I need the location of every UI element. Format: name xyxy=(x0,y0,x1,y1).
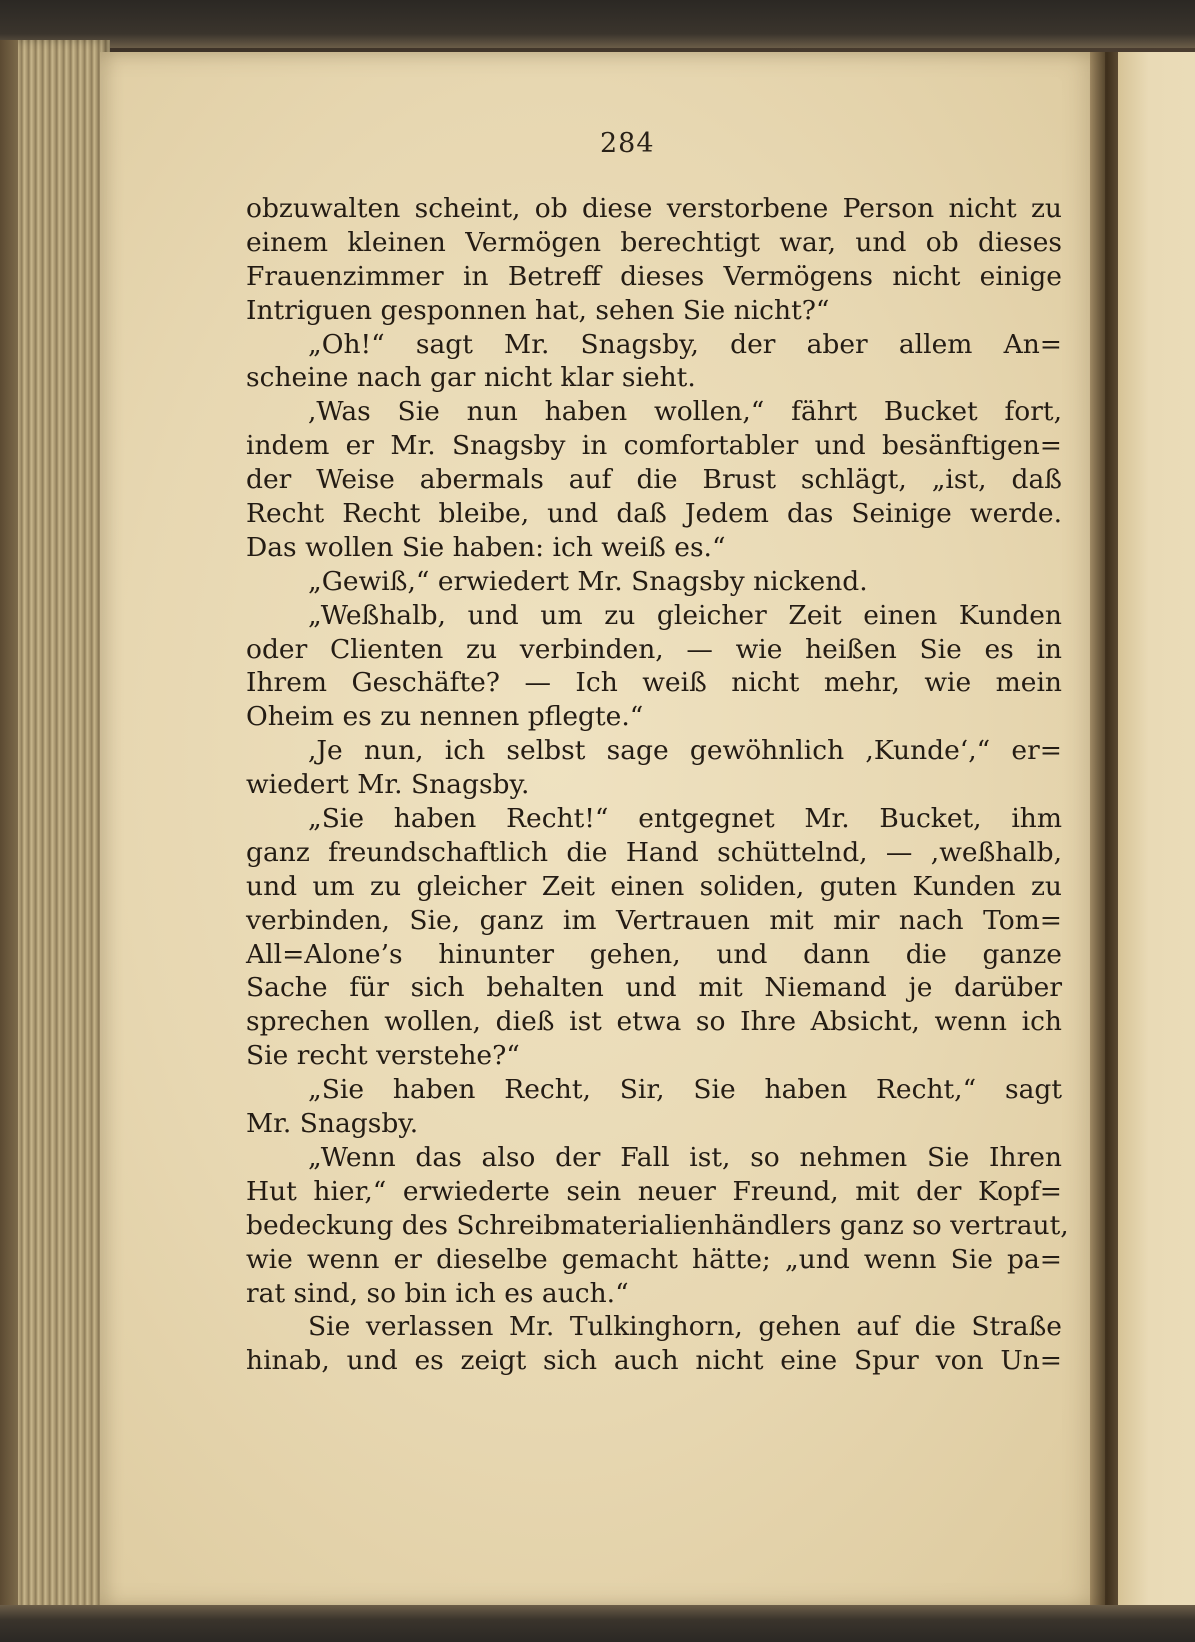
text-line: Ihrem Geschäfte? — Ich weiß nicht mehr, wie mein xyxy=(246,667,1062,699)
text-line: indem er Mr. Snagsby in comfortabler und besänftigen= xyxy=(246,430,1062,462)
text-line: „Oh!“ sagt Mr. Snagsby, der aber allem An= xyxy=(308,328,1062,360)
text-line: Frauenzimmer in Betreff dieses Vermögens nicht einige xyxy=(246,260,1062,292)
text-line: Sie verlassen Mr. Tulkinghorn, gehen auf die Straße xyxy=(308,1311,1062,1343)
text-line: „Weßhalb, und um zu gleicher Zeit einen Kunden xyxy=(308,599,1062,631)
text-line: „Wenn das also der Fall ist, so nehmen Sie Ihren xyxy=(308,1141,1062,1173)
text-line: „Sie haben Recht!“ entgegnet Mr. Bucket, ihm xyxy=(308,803,1062,835)
text-line: der Weise abermals auf die Brust schlägt, „ist, daß xyxy=(246,464,1062,496)
background-bottom xyxy=(0,1605,1195,1642)
text-line: und um zu gleicher Zeit einen soliden, guten Kunden zu xyxy=(246,870,1062,902)
page-number: 284 xyxy=(600,128,655,159)
text-line: sprechen wollen, dieß ist etwa so Ihre Absicht, wenn ich xyxy=(246,1006,1062,1038)
page-block-edges xyxy=(0,40,110,1642)
text-line: verbinden, Sie, ganz im Vertrauen mit mir nach Tom= xyxy=(246,904,1062,936)
text-line: Sie recht verstehe?“ xyxy=(246,1040,520,1072)
text-line: „Sie haben Recht, Sir, Sie haben Recht,“ sagt xyxy=(308,1074,1062,1106)
text-line: Hut hier,“ erwiederte sein neuer Freund, mit der Kopf= xyxy=(246,1175,1062,1207)
right-page xyxy=(1118,52,1195,1608)
text-line: „Gewiß,“ erwiedert Mr. Snagsby nickend. xyxy=(308,565,868,597)
text-line: scheine nach gar nicht klar sieht. xyxy=(246,362,696,394)
text-line: einem kleinen Vermögen berechtigt war, und ob dieses xyxy=(246,226,1062,258)
text-line: Das wollen Sie haben: ich weiß es.“ xyxy=(246,531,726,563)
text-line: Sache für sich behalten und mit Niemand je darüber xyxy=(246,972,1062,1004)
text-line: ,Was Sie nun haben wollen,“ fährt Bucket fort, xyxy=(308,396,1062,428)
background-top xyxy=(0,0,1195,48)
text-line: Recht Recht bleibe, und daß Jedem das Seinige werde. xyxy=(246,498,1062,530)
text-line: All=Alone’s hinunter gehen, und dann die ganze xyxy=(246,938,1062,970)
page-body-text xyxy=(246,192,1069,1378)
text-line: rat sind, so bin ich es auch.“ xyxy=(246,1277,629,1309)
text-line: Oheim es zu nennen pflegte.“ xyxy=(246,701,644,733)
text-line: hinab, und es zeigt sich auch nicht eine Spur von Un= xyxy=(246,1345,1062,1377)
text-line: ,Je nun, ich selbst sage gewöhnlich ,Kunde‘,“ er= xyxy=(308,735,1062,767)
text-line: Mr. Snagsby. xyxy=(246,1108,419,1140)
text-line: wiedert Mr. Snagsby. xyxy=(246,769,530,801)
text-line: wie wenn er dieselbe gemacht hätte; „und wenn Sie pa= xyxy=(246,1243,1062,1275)
text-line: obzuwalten scheint, ob diese verstorbene Person nicht zu xyxy=(246,193,1062,224)
text-line: bedeckung des Schreibmaterialienhändlers ganz so vertraut, xyxy=(246,1209,1069,1241)
text-line: Intriguen gesponnen hat, sehen Sie nicht?“ xyxy=(246,294,830,326)
text-line: oder Clienten zu verbinden, — wie heißen Sie es in xyxy=(246,633,1062,665)
text-line: ganz freundschaftlich die Hand schüttelnd, — ,weßhalb, xyxy=(246,836,1062,868)
